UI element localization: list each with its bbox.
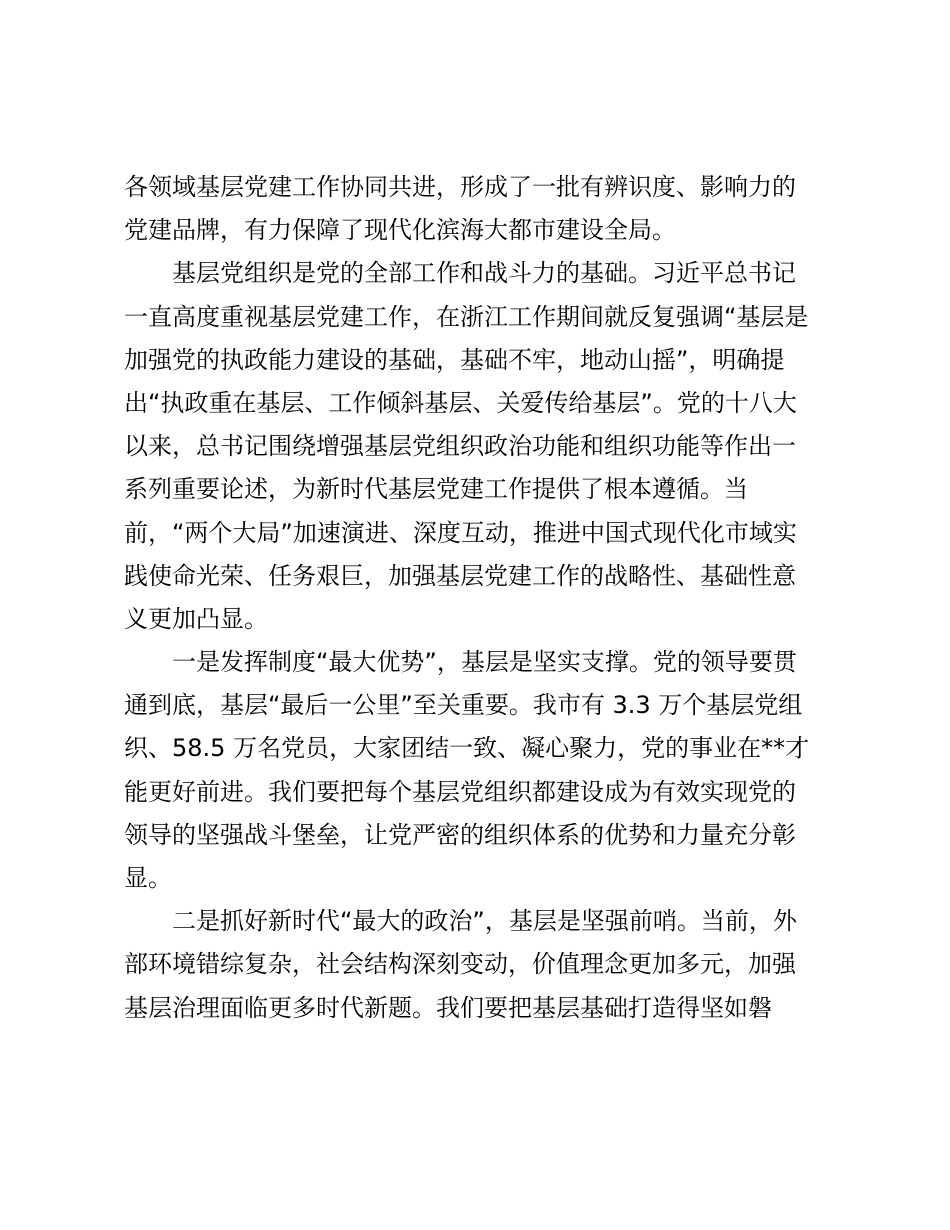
body-text — [124, 166, 834, 1030]
text-line: 领导的坚强战斗堡垒，让党严密的组织体系的优势和力量充分彰 — [124, 820, 796, 849]
text-line: 前，“两个大局”加速演进、深度互动，推进中国式现代化市域实 — [124, 518, 797, 547]
paragraph-start-line: 二是抓好新时代“最大的政治”，基层是坚强前哨。当前，外 — [172, 907, 797, 936]
text-line: 加强党的执政能力建设的基础，基础不牢，地动山摇”，明确提 — [124, 345, 785, 374]
text-line: 系列重要论述，为新时代基层党建工作提供了根本遵循。当 — [124, 475, 748, 504]
text-line: 织、58.5 万名党员，大家团结一致、凝心聚力，党的事业在**才 — [124, 734, 810, 763]
text-line: 能更好前进。我们要把每个基层党组织都建设成为有效实现党的 — [124, 777, 796, 806]
text-line: 通到底，基层“最后一公里”至关重要。我市有 3.3 万个基层党组 — [124, 691, 803, 720]
text-line: 党建品牌，有力保障了现代化滨海大都市建设全局。 — [124, 216, 676, 245]
text-line: 践使命光荣、任务艰巨，加强基层党建工作的战略性、基础性意 — [124, 561, 796, 590]
text-line: 义更加凸显。 — [124, 604, 268, 633]
text-line: 出“执政重在基层、工作倾斜基层、关爱传给基层”。党的十八大 — [124, 388, 797, 417]
text-line: 基层治理面临更多时代新题。我们要把基层基础打造得坚如磐 — [124, 993, 772, 1022]
text-line: 部环境错综复杂，社会结构深刻变动，价值理念更加多元，加强 — [124, 950, 796, 979]
text-line: 显。 — [124, 864, 172, 892]
paragraph-start-line: 基层党组织是党的全部工作和战斗力的基础。习近平总书记 — [172, 259, 796, 288]
text-line: 以来，总书记围绕增强基层党组织政治功能和组织功能等作出一 — [124, 432, 796, 461]
text-line: 各领域基层党建工作协同共进，形成了一批有辨识度、影响力的 — [124, 173, 796, 201]
paragraph-start-line: 一是发挥制度“最大优势”，基层是坚实支撑。党的领导要贯 — [172, 648, 797, 677]
text-line: 一直高度重视基层党建工作，在浙江工作期间就反复强调“基层是 — [124, 302, 809, 331]
